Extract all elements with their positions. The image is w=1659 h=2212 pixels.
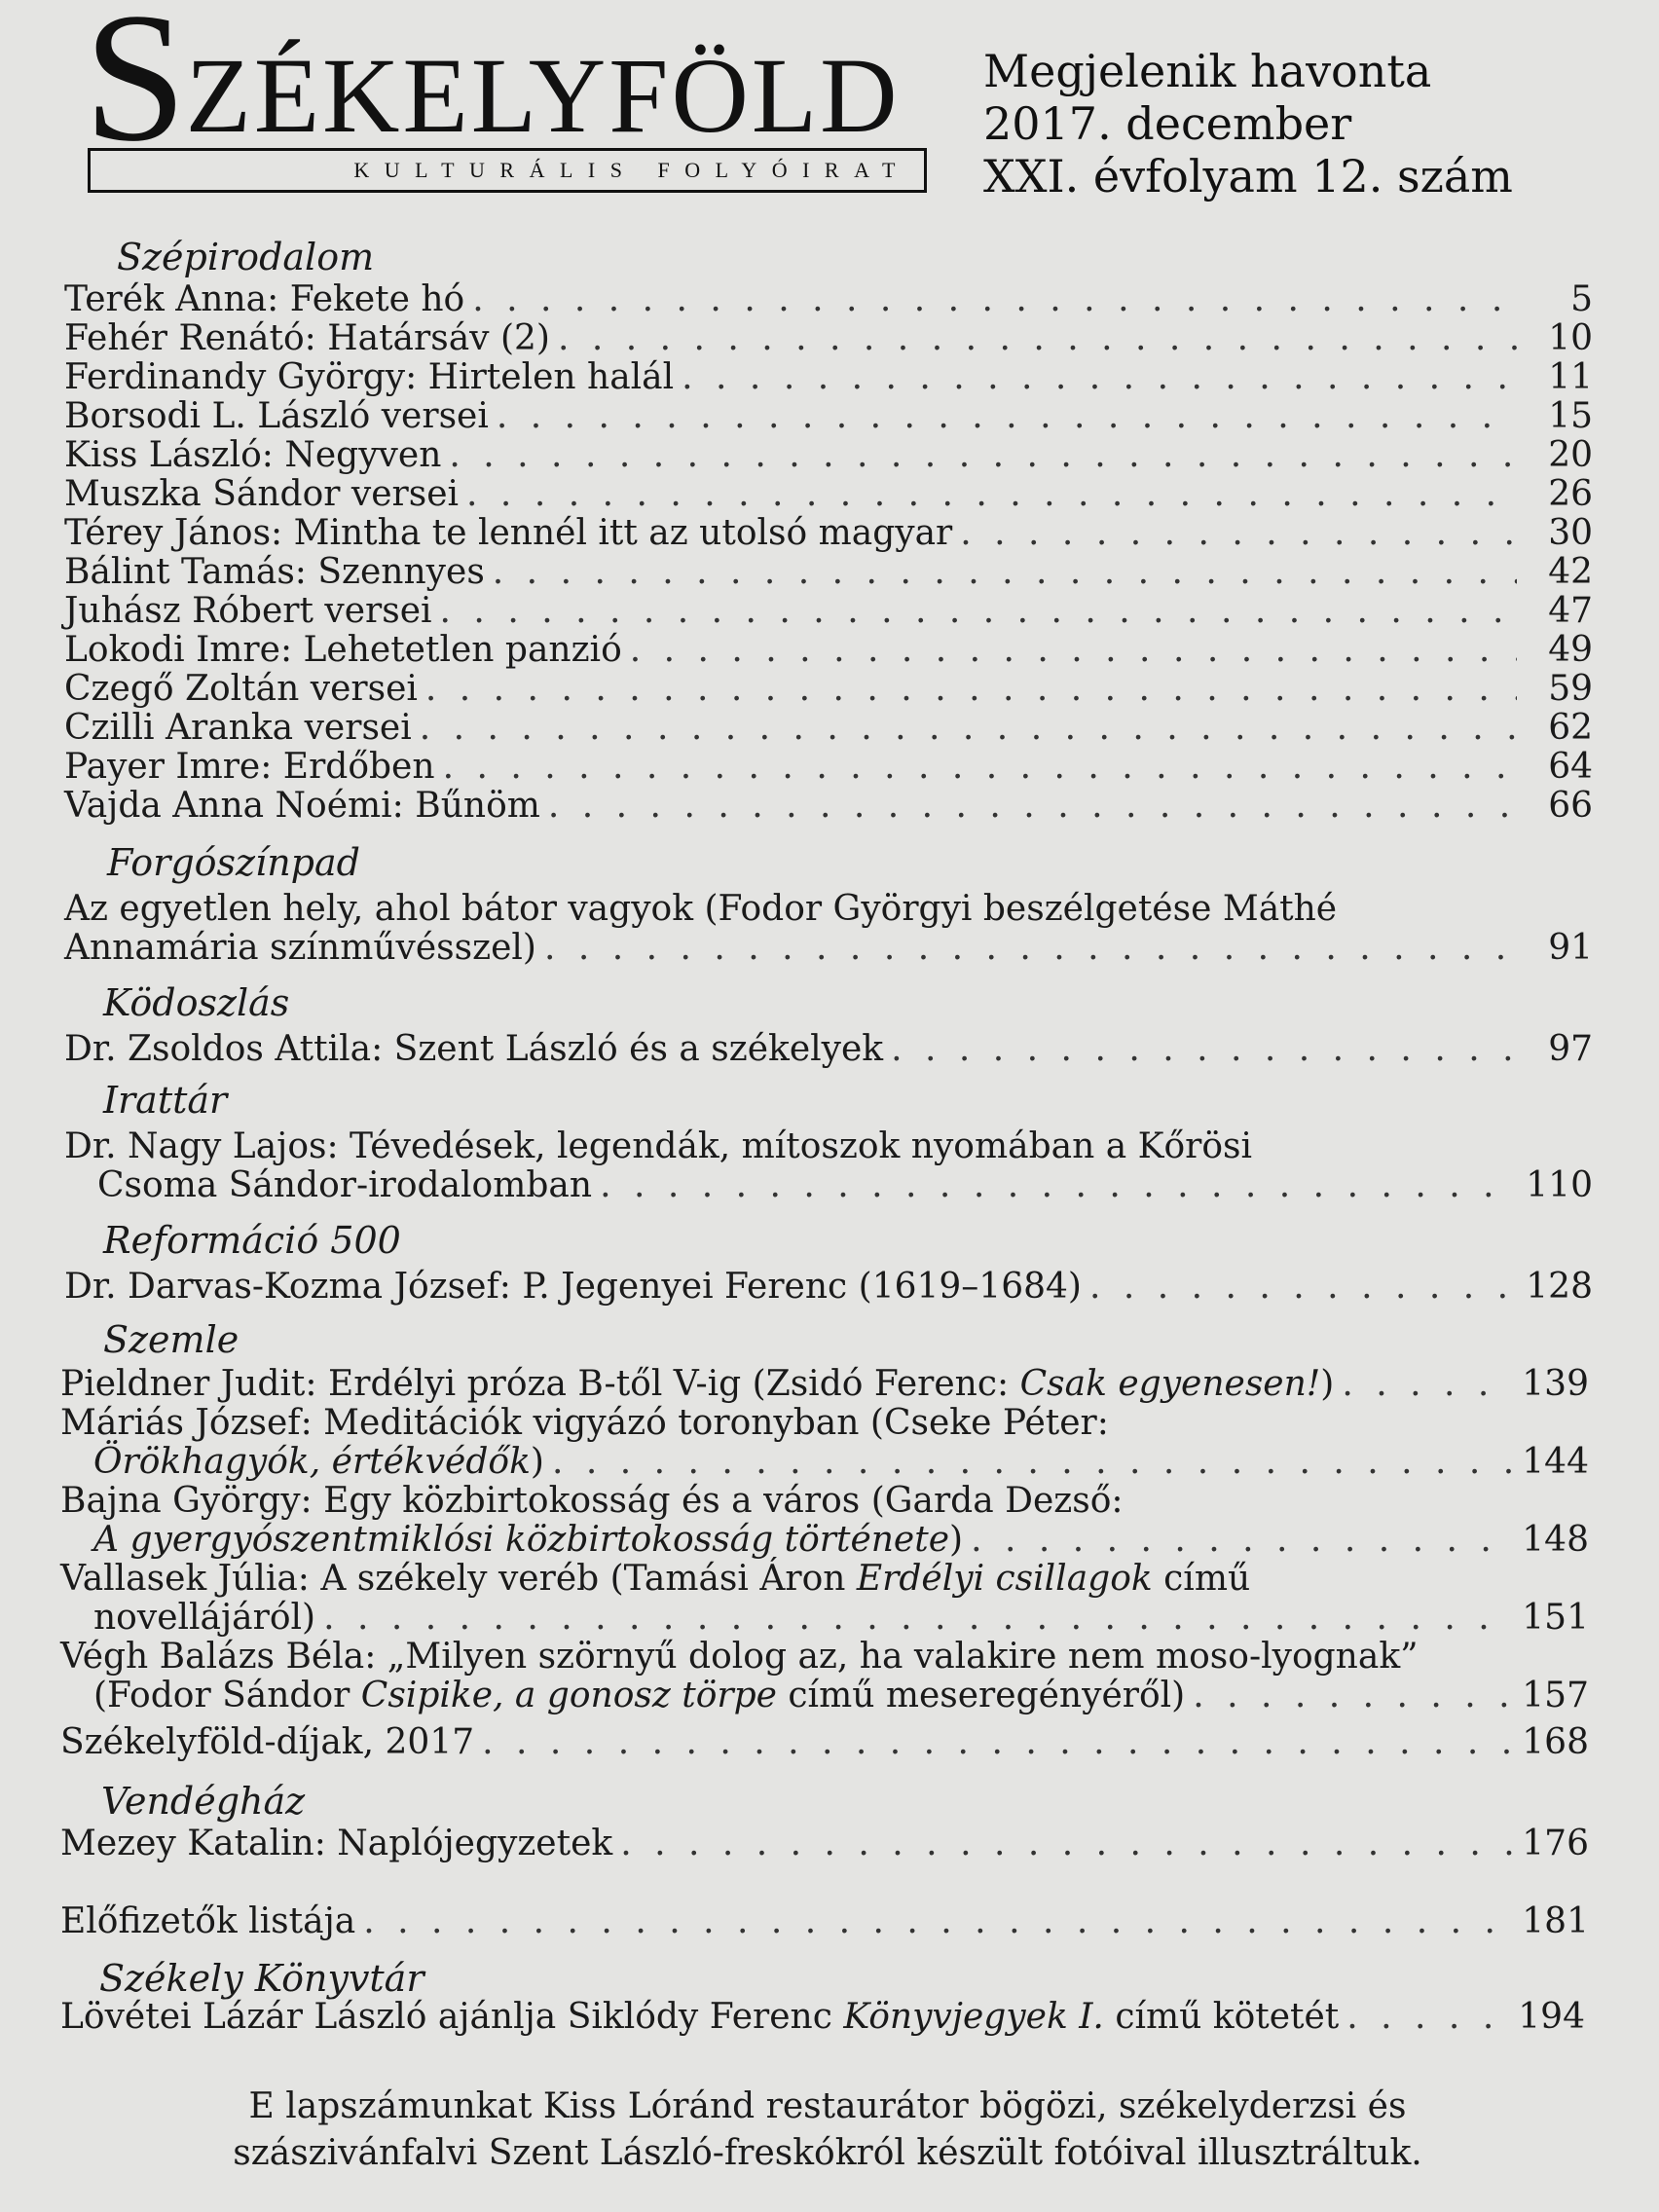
illustration-note-line: szászivánfalvi Szent László-freskókról készült fotóival illusztráltuk.: [233, 2133, 1422, 2173]
page-number: 181: [1522, 1901, 1589, 1941]
toc-entry: [64, 592, 1593, 631]
issue-frequency: Megjelenik havonta: [983, 45, 1432, 97]
page-number: 97: [1548, 1029, 1593, 1069]
entry-title: Terék Anna: Fekete hó: [64, 279, 465, 319]
entry-title-line: novellájáról): [93, 1598, 316, 1638]
entry-title: Borsodi L. László versei: [64, 396, 489, 436]
toc-entry: [60, 1482, 1589, 1560]
entry-title: Bálint Tamás: Szennyes: [64, 552, 485, 592]
page-number: 64: [1548, 747, 1593, 787]
logo-subtitle: KULTURÁLIS FOLYÓIRAT: [353, 158, 910, 182]
book-title: Erdélyi csillagok: [856, 1559, 1153, 1599]
section-title: Vendégház: [101, 1780, 306, 1823]
page-number: 157: [1522, 1676, 1589, 1715]
entry-title: Dr. Zsoldos Attila: Szent László és a székelyek: [64, 1029, 884, 1069]
toc-entry: [64, 475, 1593, 514]
book-title: Örökhagyók, értékvédők: [93, 1442, 531, 1482]
toc-entry: [60, 1723, 1589, 1762]
section-title: Székely Könyvtár: [99, 1957, 424, 2000]
page-number: 11: [1548, 357, 1593, 397]
page-number: 148: [1522, 1520, 1589, 1560]
entry-title: Előfizetők listája: [60, 1901, 356, 1941]
entry-title: Lokodi Imre: Lehetetlen panzió: [64, 630, 622, 670]
logo-title-rest: ZÉKELYFÖLD: [185, 36, 901, 155]
toc-entry: [64, 280, 1593, 319]
toc-entry: [60, 1638, 1589, 1715]
page-number: 5: [1570, 279, 1593, 319]
page-number: 128: [1526, 1267, 1593, 1307]
entry-title: Székelyföld-díjak, 2017: [60, 1722, 475, 1762]
toc-entry: [60, 1560, 1589, 1638]
book-title: Könyvjegyek I.: [843, 1997, 1104, 2037]
entry-title: Czilli Aranka versei: [64, 708, 412, 748]
toc-entry: [60, 1365, 1589, 1404]
toc-entry: [64, 787, 1593, 826]
toc-entry: [60, 1998, 1585, 2037]
entry-title-line: Örökhagyók, értékvédők): [93, 1442, 544, 1482]
toc-entry: [64, 890, 1593, 968]
entry-title: Vajda Anna Noémi: Bűnöm: [64, 786, 540, 826]
toc-entry: [64, 1127, 1593, 1205]
page-number: 139: [1522, 1364, 1589, 1404]
page-number: 59: [1548, 669, 1593, 709]
toc-entry: [64, 631, 1593, 670]
entry-title: Juhász Róbert versei: [64, 591, 432, 631]
toc-entry: [64, 397, 1593, 436]
page-number: 15: [1548, 396, 1593, 436]
entry-title: Czegő Zoltán versei: [64, 669, 418, 709]
toc-entry: [64, 709, 1593, 748]
book-title: Csipike, a gonosz törpe: [360, 1676, 777, 1715]
entry-title: Mezey Katalin: Naplójegyzetek: [60, 1824, 613, 1863]
illustration-note: [117, 2083, 1538, 2177]
toc-entry: [64, 670, 1593, 709]
entry-title-line: Végh Balázs Béla: „Milyen szörnyű dolog az, ha valakire nem moso-lyognak”: [60, 1637, 1419, 1677]
section-title: Szépirodalom: [117, 236, 375, 278]
entry-title: Kiss László: Negyven: [64, 435, 442, 475]
page-number: 151: [1522, 1598, 1589, 1638]
toc-entry: [64, 358, 1593, 397]
toc-entry: [64, 436, 1593, 475]
section-title: Reformáció 500: [103, 1219, 401, 1262]
section-title: Forgószínpad: [107, 841, 360, 884]
page-number: 30: [1548, 513, 1593, 553]
toc-entry: [60, 1902, 1589, 1941]
entry-title-line: Dr. Nagy Lajos: Tévedések, legendák, mítoszok nyomában a Kőrösi: [64, 1126, 1253, 1166]
entry-title-line: Az egyetlen hely, ahol bátor vagyok (Fodor Györgyi beszélgetése Máthé: [64, 889, 1338, 929]
issue-date: 2017. december: [983, 97, 1352, 150]
logo-initial: S: [84, 0, 190, 180]
entry-title: Pieldner Judit: Erdélyi próza B-től V-ig (Zsidó Ferenc: Csak egyenesen!): [60, 1364, 1335, 1404]
toc-entry: [64, 1030, 1593, 1069]
entry-title-line: A gyergyószentmiklósi közbirtokosság története): [93, 1520, 964, 1560]
entry-title: Ferdinandy György: Hirtelen halál: [64, 357, 675, 397]
section-title: Ködoszlás: [103, 981, 290, 1024]
page-number: 91: [1548, 928, 1593, 968]
page-number: 176: [1522, 1824, 1589, 1863]
toc-entry: [64, 748, 1593, 787]
entry-title: Payer Imre: Erdőben: [64, 747, 435, 787]
entry-title-line: Csoma Sándor-irodalomban: [97, 1165, 593, 1205]
entry-title: Lövétei Lázár László ajánlja Siklódy Ferenc Könyvjegyek I. című kötetét: [60, 1997, 1340, 2037]
entry-title: Térey János: Mintha te lennél itt az utolsó magyar: [64, 513, 953, 553]
page-number: 62: [1548, 708, 1593, 748]
entry-title-line: Annamária színművésszel): [64, 928, 536, 968]
book-title: Csak egyenesen!: [1019, 1364, 1321, 1404]
toc-entry: [64, 319, 1593, 358]
entry-title: Muszka Sándor versei: [64, 474, 460, 514]
page-number: 20: [1548, 435, 1593, 475]
page-number: 144: [1522, 1442, 1589, 1482]
entry-title: Dr. Darvas-Kozma József: P. Jegenyei Ferenc (1619–1684): [64, 1267, 1082, 1307]
page-number: 47: [1548, 591, 1593, 631]
entry-title-line: Máriás József: Meditációk vigyázó toronyban (Cseke Péter:: [60, 1403, 1109, 1443]
entry-title: Fehér Renátó: Határsáv (2): [64, 318, 550, 358]
page-number: 66: [1548, 786, 1593, 826]
entry-title-line: Vallasek Júlia: A székely veréb (Tamási Áron Erdélyi csillagok című: [60, 1559, 1251, 1599]
entry-title-line: (Fodor Sándor Csipike, a gonosz törpe című meseregényéről): [93, 1676, 1186, 1715]
page-number: 26: [1548, 474, 1593, 514]
toc-entry: [64, 1268, 1593, 1307]
page-number: 42: [1548, 552, 1593, 592]
toc-entry: [60, 1404, 1589, 1482]
page-number: 168: [1522, 1722, 1589, 1762]
toc-entry: [64, 514, 1593, 553]
issue-volume: XXI. évfolyam 12. szám: [983, 150, 1513, 203]
entry-title-line: Bajna György: Egy közbirtokosság és a város (Garda Dezső:: [60, 1481, 1124, 1521]
page-number: 10: [1548, 318, 1593, 358]
toc-entry: [64, 553, 1593, 592]
book-title: A gyergyószentmiklósi közbirtokosság története: [93, 1520, 950, 1560]
page-number: 110: [1526, 1165, 1593, 1205]
table-of-contents: [60, 0, 1603, 2045]
section-title: Irattár: [103, 1079, 228, 1122]
illustration-note-line: E lapszámunkat Kiss Lóránd restaurátor bögözi, székelyderzsi és: [248, 2086, 1407, 2126]
section-title: Szemle: [103, 1318, 240, 1361]
page-number: 49: [1548, 630, 1593, 670]
toc-entry: [60, 1825, 1589, 1863]
page-number: 194: [1518, 1997, 1585, 2037]
